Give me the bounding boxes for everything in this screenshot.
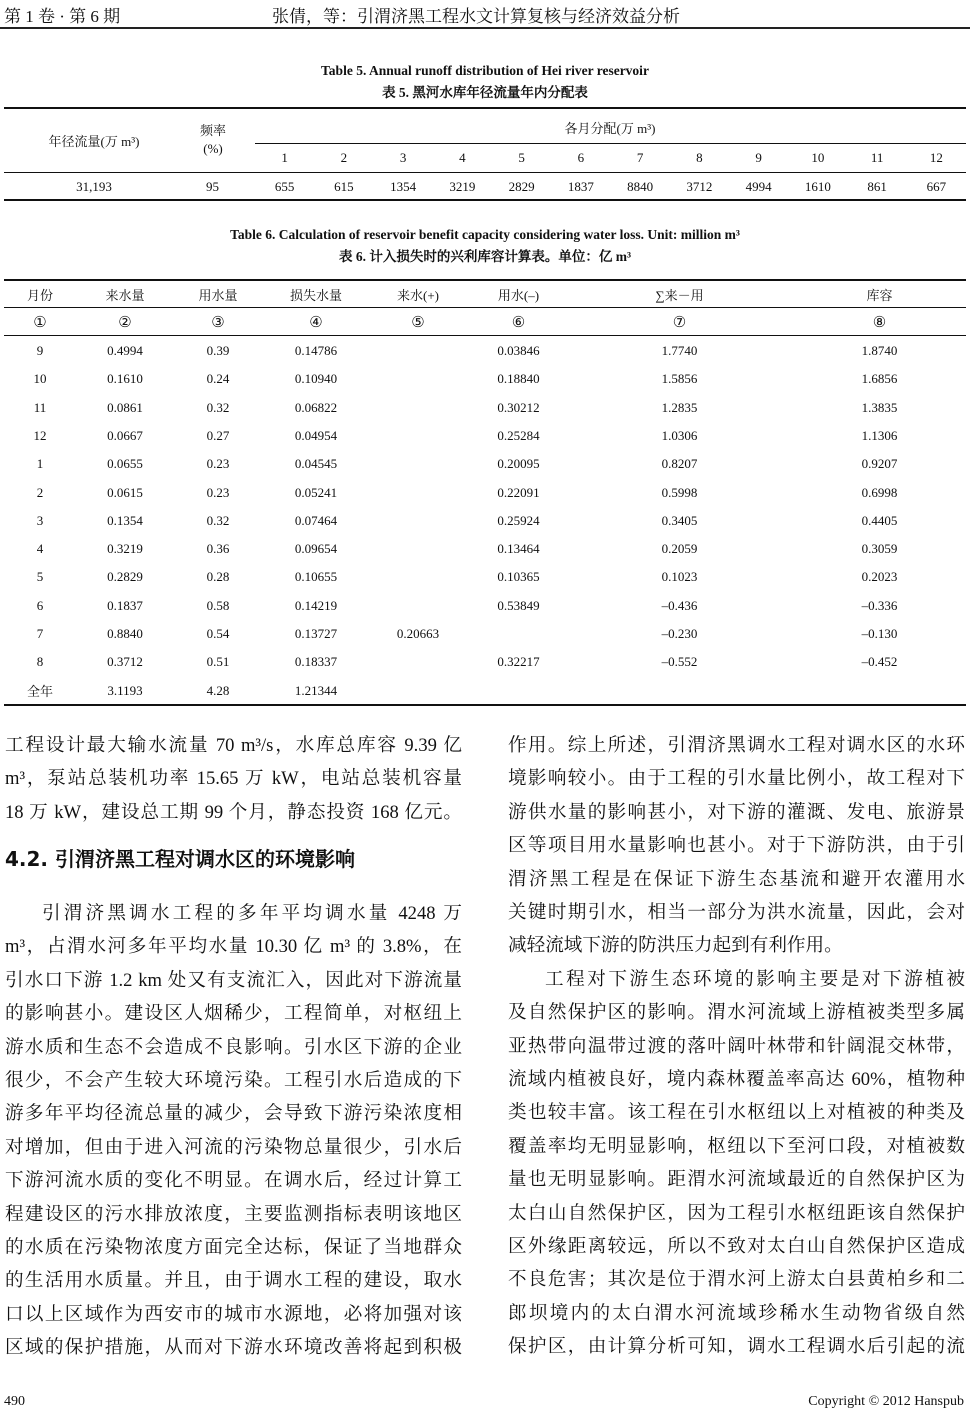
table5-header-runoff: 年径流量(万 m³) bbox=[48, 133, 140, 149]
table6-cell: ⑤ bbox=[411, 314, 425, 331]
page-number: 490 bbox=[4, 1394, 25, 1409]
table6-cell: 6 bbox=[36, 597, 44, 613]
text-line: 区域的保护措施，从而对下游水环境改善将起到积极 bbox=[5, 1337, 462, 1359]
table-row bbox=[0, 563, 967, 591]
table6-cell: 0.03846 bbox=[497, 343, 540, 358]
text-line: 境影响较小。由于工程的引水量比例小，故工程对下 bbox=[508, 768, 965, 790]
table6-cell: 1.1306 bbox=[861, 427, 898, 443]
text-line: 下游河流水质的变化不明显。在调水后，经过计算工 bbox=[5, 1170, 462, 1192]
table6-cell: 0.18840 bbox=[497, 371, 540, 387]
table6-cell: 0.32217 bbox=[497, 654, 540, 670]
table5-runoff-value: 31,193 bbox=[76, 179, 112, 194]
table6-cell: 0.3405 bbox=[661, 512, 698, 528]
table6-cell: ② bbox=[118, 314, 132, 331]
section-heading: 4.2. 引渭济黑工程对调水区的环境影响 bbox=[5, 847, 355, 871]
table6-cell: 0.54 bbox=[206, 626, 230, 641]
table6-cell: –0.230 bbox=[661, 626, 698, 641]
table5-sub-rule bbox=[255, 143, 966, 144]
table5-month-value: 3219 bbox=[449, 179, 476, 194]
copyright: Copyright © 2012 Hanspub bbox=[808, 1394, 964, 1409]
table6-cell: 0.4405 bbox=[861, 512, 898, 528]
table6-cell: –0.436 bbox=[661, 597, 698, 613]
table6-cell: 0.3059 bbox=[861, 541, 898, 557]
table5-mid-rule bbox=[4, 172, 966, 173]
table6-cell: 12 bbox=[33, 427, 47, 443]
table6-cell: 0.09654 bbox=[294, 541, 338, 557]
table6-cell: 0.1354 bbox=[107, 512, 143, 528]
table6-cell: 0.18337 bbox=[294, 654, 338, 670]
table6-cell: 1.0306 bbox=[661, 427, 698, 443]
table5-month-header: 4 bbox=[459, 150, 466, 165]
table6-cell: 1.6856 bbox=[861, 371, 898, 387]
table6-cell: 3.1193 bbox=[107, 682, 143, 698]
table6-cell: 0.25924 bbox=[497, 512, 540, 528]
table5-month-header: 1 bbox=[281, 150, 288, 165]
text-line: 郎坝境内的太白渭水河流域珍稀水生动物省级自然 bbox=[508, 1302, 965, 1324]
table6-cell: ∑来－用 bbox=[655, 287, 704, 303]
table6-cell: 0.14786 bbox=[294, 343, 338, 358]
table5-monthly-values bbox=[255, 179, 966, 195]
text-line: 关键时期引水，相当一部分为洪水流量，因此，会对 bbox=[508, 902, 965, 923]
table6-cell: 11 bbox=[33, 399, 47, 415]
table5-month-value: 2829 bbox=[508, 179, 535, 194]
table5-header-freq: 频率 (%) bbox=[199, 123, 226, 156]
table5-month-header: 9 bbox=[755, 150, 762, 165]
text-line: 游水质和生态不会造成不良影响。引水区下游的企业 bbox=[5, 1036, 462, 1058]
table5-month-header: 10 bbox=[811, 150, 825, 165]
table5-month-header: 12 bbox=[929, 150, 943, 165]
table6-cell: 8 bbox=[36, 654, 44, 670]
text-line: 程建设区的污水排放浓度，主要监测指标表明该地区 bbox=[5, 1203, 462, 1225]
table6-cell: 0.2829 bbox=[107, 569, 143, 585]
text-line: 亚热带向温带过渡的落叶阔叶林带和针阔混交林带， bbox=[508, 1035, 965, 1057]
table6-cell: 9 bbox=[36, 343, 44, 358]
table6-cell: 2 bbox=[36, 484, 44, 500]
table6-cell: –0.130 bbox=[861, 626, 898, 641]
table-row bbox=[0, 365, 967, 393]
table5-month-value: 615 bbox=[334, 179, 354, 194]
table6-caption-cn: 表 6. 计入损失时的兴利库容计算表。单位：亿 m³ bbox=[338, 249, 632, 264]
text-line: 及自然保护区的影响。渭水河流域上游植被类型多属 bbox=[508, 1002, 965, 1024]
table6-index-row bbox=[0, 308, 967, 336]
text-line: m³，占渭水河多年平均水量 10.30 亿 m³ 的 3.8%，在 bbox=[5, 936, 462, 958]
table-row bbox=[0, 648, 967, 676]
table6-cell: 0.9207 bbox=[861, 456, 898, 472]
table5-freq-value: 95 bbox=[206, 179, 219, 194]
table6-cell: 0.14219 bbox=[294, 597, 338, 613]
table-row bbox=[0, 479, 967, 507]
table6-cell: 损失水量 bbox=[289, 287, 342, 303]
text-line: 覆盖率均无明显影响，枢纽以下至河口段，对植被数 bbox=[508, 1135, 965, 1157]
running-title: 张倩，等：引渭济黑工程水文计算复核与经济效益分析 bbox=[272, 7, 680, 26]
table6-cell: 0.20663 bbox=[396, 626, 440, 641]
text-line: 的水质在污染物浓度方面完全达标，保证了当地群众 bbox=[5, 1237, 462, 1258]
table5-caption-en: Table 5. Annual runoff distribution of Hei river reservoir bbox=[321, 63, 649, 78]
table-row bbox=[0, 394, 967, 422]
table6-cell: 0.04954 bbox=[294, 427, 338, 443]
table6-cell: 5 bbox=[36, 569, 44, 585]
table6-cell: ⑧ bbox=[872, 314, 887, 331]
table6-cell: 0.32 bbox=[206, 512, 230, 528]
table5-month-header: 8 bbox=[696, 150, 703, 165]
table5-month-value: 1610 bbox=[804, 179, 831, 194]
table-row bbox=[0, 507, 967, 535]
table6-cell: 0.06822 bbox=[294, 399, 338, 415]
text-line: 游多年平均径流总量的减少，会导致下游污染浓度相 bbox=[5, 1103, 462, 1125]
table5-month-header: 6 bbox=[577, 150, 585, 165]
table6-cell: 0.0615 bbox=[107, 484, 143, 500]
text-line: 18 万 kW，建设总工期 99 个月，静态投资 168 亿元。 bbox=[5, 801, 462, 823]
table5-month-header: 3 bbox=[399, 150, 407, 165]
table5-month-value: 655 bbox=[274, 179, 295, 194]
table6-cell: 7 bbox=[36, 626, 44, 641]
table6-cell: 0.0861 bbox=[107, 399, 143, 415]
table6-cell: –0.452 bbox=[861, 654, 898, 670]
table5-month-value: 1837 bbox=[567, 179, 594, 194]
table6-cell: 0.8207 bbox=[661, 456, 698, 472]
table6-cell: 0.39 bbox=[206, 343, 230, 358]
text-line: m³，泵站总装机功率 15.65 万 kW，电站总装机容量 bbox=[5, 768, 462, 790]
table6-cell: 1.21344 bbox=[294, 682, 338, 698]
text-line: 流域内植被良好，境内森林覆盖率高达 60%，植物种 bbox=[508, 1069, 965, 1090]
text-line: 工程设计最大输水流量 70 m³/s，水库总库容 9.39 亿 bbox=[5, 735, 462, 756]
text-line: 引渭济黑调水工程的多年平均调水量 4248 万 bbox=[42, 903, 462, 924]
table5-month-value: 861 bbox=[867, 179, 887, 194]
table6-cell: 0.05241 bbox=[294, 484, 338, 500]
table5-month-value: 1354 bbox=[390, 179, 417, 194]
table6-cell: 0.0655 bbox=[107, 456, 143, 472]
text-line: 作用。综上所述，引渭济黑调水工程对调水区的水环 bbox=[508, 735, 965, 756]
table6-cell: 0.13727 bbox=[294, 626, 338, 641]
table5-month-value: 667 bbox=[926, 179, 947, 194]
table5-bottom-rule bbox=[4, 199, 966, 201]
table6-cell: 0.5998 bbox=[661, 484, 698, 500]
table5-month-value: 3712 bbox=[686, 179, 713, 194]
table6-cell: 4.28 bbox=[206, 682, 230, 698]
table6-cell: 来水量 bbox=[105, 287, 145, 303]
table6-cell: 全年 bbox=[26, 684, 53, 700]
text-line: 不良危害；其次是位于渭水河上游太白县黄柏乡和二 bbox=[508, 1269, 965, 1291]
table6-cell: 用水量 bbox=[198, 287, 238, 303]
table6-cell: 0.3219 bbox=[107, 541, 143, 557]
table6-header-row bbox=[0, 281, 967, 307]
text-line: 类也较丰富。该工程在引水枢纽以上对植被的种类及 bbox=[508, 1102, 965, 1124]
table6-cell: 4 bbox=[36, 541, 44, 557]
table5-month-header: 11 bbox=[870, 150, 884, 165]
table6-cell: 月份 bbox=[26, 287, 53, 303]
table6-cell: 0.1023 bbox=[661, 569, 698, 585]
table6-cell: 0.07464 bbox=[294, 512, 338, 528]
journal-issue: 第 1 卷 · 第 6 期 bbox=[4, 7, 121, 26]
table6-cell: 0.53849 bbox=[497, 597, 540, 613]
table-row bbox=[0, 592, 967, 620]
table6-cell: 0.28 bbox=[206, 569, 230, 585]
table5-month-value: 4994 bbox=[745, 179, 772, 194]
table-row bbox=[0, 535, 967, 563]
table6-cell: 0.51 bbox=[206, 654, 230, 670]
table6-cell: 0.58 bbox=[206, 597, 230, 613]
table6-cell: 0.13464 bbox=[497, 541, 540, 557]
table6-cell: 0.6998 bbox=[861, 484, 898, 500]
table6-cell: 0.24 bbox=[206, 371, 230, 387]
text-line: 工程对下游生态环境的影响主要是对下游植被 bbox=[545, 968, 965, 990]
table6-cell: 1.2835 bbox=[661, 399, 698, 415]
table6-cell: 0.3712 bbox=[107, 654, 143, 670]
table-row bbox=[0, 337, 967, 365]
table6-cell: 用水(–) bbox=[497, 287, 540, 303]
table-row bbox=[0, 677, 967, 705]
table6-cell: 3 bbox=[36, 512, 44, 528]
table6-cell: 0.0667 bbox=[107, 427, 143, 443]
table6-cell: 0.27 bbox=[206, 427, 230, 443]
table6-caption-en: Table 6. Calculation of reservoir benefit capacity considering water loss. Unit: million m³ bbox=[230, 227, 740, 242]
text-line: 的生活用水质量。并且，由于调水工程的建设，取水 bbox=[5, 1270, 462, 1292]
table-row bbox=[0, 620, 967, 648]
table6-cell: ⑥ bbox=[511, 314, 526, 331]
table6-cell: 来水(+) bbox=[397, 287, 439, 303]
table6-cell: 0.4994 bbox=[107, 343, 143, 358]
table6-cell: 库容 bbox=[866, 287, 893, 303]
text-line: 太白山自然保护区，因为工程引水枢纽距该自然保护 bbox=[508, 1202, 965, 1224]
table5-header-monthly: 各月分配(万 m³) bbox=[564, 121, 656, 136]
table6-cell: 0.1837 bbox=[107, 597, 143, 613]
table5-month-header: 7 bbox=[636, 150, 644, 165]
text-line: 很少，不会产生较大环境污染。工程引水后造成的下 bbox=[5, 1070, 462, 1091]
table6-cell: 10 bbox=[33, 371, 47, 387]
table6-cell: 1.5856 bbox=[661, 371, 698, 387]
text-line: 引水口下游 1.2 km 处又有支流汇入，因此对下游流量 bbox=[5, 969, 462, 991]
table6-cell: 0.1610 bbox=[107, 371, 143, 387]
text-line: 游供水量的影响甚小，对下游的灌溉、发电、旅游景 bbox=[508, 801, 965, 823]
table5-month-header: 5 bbox=[518, 150, 525, 165]
table6-cell: 1.3835 bbox=[861, 399, 898, 415]
text-line: 的影响甚小。建设区人烟稀少，工程简单，对枢纽上 bbox=[5, 1003, 462, 1025]
table6-cell: 0.10365 bbox=[497, 569, 540, 585]
table-row bbox=[0, 450, 967, 478]
table6-cell: 0.32 bbox=[206, 399, 230, 415]
text-line: 区等项目用水量影响也甚小。对于下游防洪，由于引 bbox=[508, 835, 965, 857]
table6-cell: ④ bbox=[309, 314, 323, 331]
text-line: 保护区，由计算分析可知，调水工程调水后引起的流 bbox=[508, 1336, 965, 1358]
table6-cell: 1 bbox=[36, 456, 44, 472]
table6-cell: ③ bbox=[211, 314, 225, 331]
header-divider bbox=[0, 27, 970, 29]
table6-cell: 0.25284 bbox=[497, 427, 540, 443]
table5-caption-cn: 表 5. 黑河水库年径流量年内分配表 bbox=[382, 85, 588, 100]
table5-month-header: 2 bbox=[340, 150, 348, 165]
table6-cell: 0.20095 bbox=[497, 456, 540, 472]
table6-cell: 0.8840 bbox=[107, 626, 143, 641]
text-line: 量也无明显影响。距渭水河流域最近的自然保护区为 bbox=[508, 1169, 965, 1191]
text-line: 区外缘距离较远，所以不致对太白山自然保护区造成 bbox=[508, 1236, 965, 1257]
table6-cell: 0.22091 bbox=[497, 484, 540, 500]
text-line: 对增加，但由于进入河流的污染物总量很少，引水后 bbox=[5, 1136, 462, 1158]
text-line: 渭济黑工程是在保证下游生态基流和避开农灌用水 bbox=[508, 868, 965, 890]
table6-cell: 0.2059 bbox=[661, 541, 698, 557]
table6-cell: ① bbox=[33, 314, 47, 331]
table5-month-value: 8840 bbox=[627, 179, 654, 194]
table6-cell: 0.36 bbox=[206, 541, 230, 557]
table-row bbox=[0, 422, 967, 450]
table6-cell: 0.10655 bbox=[294, 569, 338, 585]
table6-cell: –0.552 bbox=[661, 654, 698, 670]
table6-cell: 0.10940 bbox=[294, 371, 338, 387]
table6-cell: 0.30212 bbox=[497, 399, 540, 415]
text-line: 口以上区域作为西安市的城市水源地，必将加强对该 bbox=[5, 1303, 462, 1325]
text-line: 减轻流域下游的防洪压力起到有利作用。 bbox=[508, 935, 843, 957]
table5-month-headers bbox=[255, 150, 966, 166]
table6-cell: ⑦ bbox=[672, 314, 687, 331]
table6-cell: 1.7740 bbox=[661, 343, 698, 358]
table6-cell: 1.8740 bbox=[861, 343, 898, 358]
table6-cell: 0.23 bbox=[206, 484, 230, 500]
table6-cell: 0.23 bbox=[206, 456, 230, 472]
table6-cell: 0.04545 bbox=[294, 456, 338, 472]
table6-cell: –0.336 bbox=[861, 597, 898, 613]
table6-cell: 0.2023 bbox=[861, 569, 898, 585]
